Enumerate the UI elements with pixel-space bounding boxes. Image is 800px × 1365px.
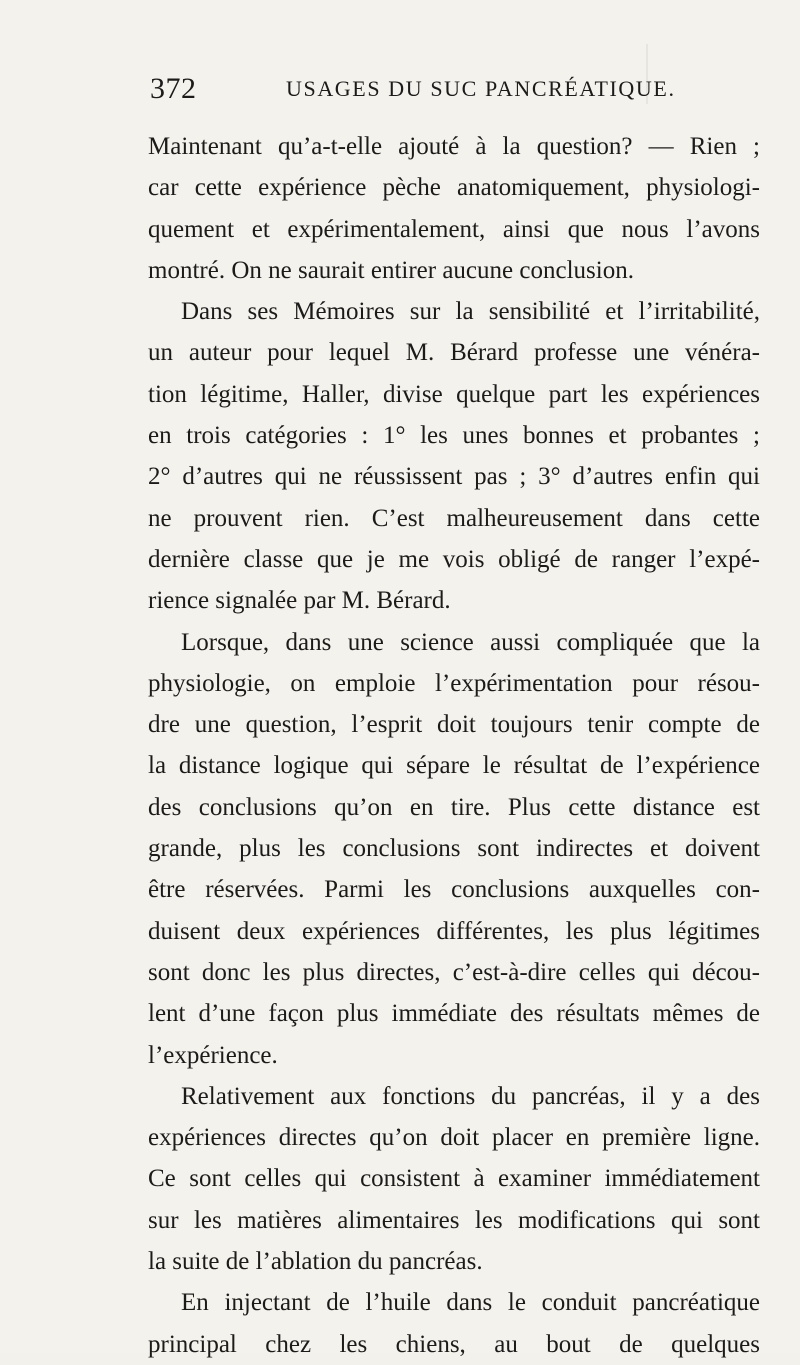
text-line: principal chez les chiens, au bout de quelques	[148, 1330, 760, 1358]
text-line: la suite de l’ablation du pancréas.	[148, 1248, 483, 1276]
text-line: des conclusions qu’on en tire. Plus cette distance est	[148, 793, 760, 821]
text-line: l’expérience.	[148, 1041, 278, 1069]
text-line: en trois catégories : 1° les unes bonnes et probantes ;	[148, 422, 760, 450]
text-line: un auteur pour lequel M. Bérard professe une vénéra-	[148, 339, 760, 367]
text-line: sont donc les plus directes, c’est-à-dire celles qui décou-	[148, 958, 760, 986]
text-line: dre une question, l’esprit doit toujours tenir compte de	[148, 711, 760, 739]
text-line: grande, plus les conclusions sont indirectes et doivent	[148, 835, 760, 863]
text-line: rience signalée par M. Bérard.	[148, 587, 451, 615]
text-line: duisent deux expériences différentes, les plus légitimes	[148, 917, 760, 945]
text-line: tion légitime, Haller, divise quelque part les expériences	[148, 380, 760, 408]
text-line: expériences directes qu’on doit placer en première ligne.	[148, 1124, 760, 1152]
body-text	[148, 126, 760, 1365]
text-line: Dans ses Mémoires sur la sensibilité et l’irritabilité,	[181, 298, 760, 326]
text-line: physiologie, on emploie l’expérimentation pour résou-	[148, 669, 760, 697]
text-line: quement et expérimentalement, ainsi que nous l’avons	[148, 215, 760, 243]
text-line: dernière classe que je me vois obligé de ranger l’expé-	[148, 545, 760, 573]
text-line: lent d’une façon plus immédiate des résultats mêmes de	[148, 1000, 760, 1028]
text-line: Ce sont celles qui consistent à examiner immédiatement	[148, 1165, 760, 1193]
text-line: En injectant de l’huile dans le conduit pancréatique	[181, 1289, 760, 1317]
text-line: Maintenant qu’a-t-elle ajouté à la question? — Rien ;	[148, 133, 760, 160]
text-line: 2° d’autres qui ne réussissent pas ; 3° d’autres enfin qui	[148, 463, 760, 491]
text-line: ne prouvent rien. C’est malheureusement dans cette	[148, 504, 760, 532]
text-line: car cette expérience pèche anatomiquement, physiologi-	[148, 174, 760, 202]
text-line: Relativement aux fonctions du pancréas, il y a des	[181, 1082, 760, 1110]
text-line: Lorsque, dans une science aussi compliquée que la	[181, 628, 760, 656]
running-title: USAGES DU SUC PANCRÉATIQUE.	[286, 76, 676, 101]
text-line: montré. On ne saurait entirer aucune conclusion.	[148, 256, 634, 284]
page-number: 372	[150, 72, 197, 105]
text-line: être réservées. Parmi les conclusions auxquelles con-	[148, 876, 760, 904]
text-line: sur les matières alimentaires les modifications qui sont	[148, 1206, 760, 1234]
text-line: la distance logique qui sépare le résultat de l’expérience	[148, 752, 760, 780]
page-header	[150, 72, 750, 112]
